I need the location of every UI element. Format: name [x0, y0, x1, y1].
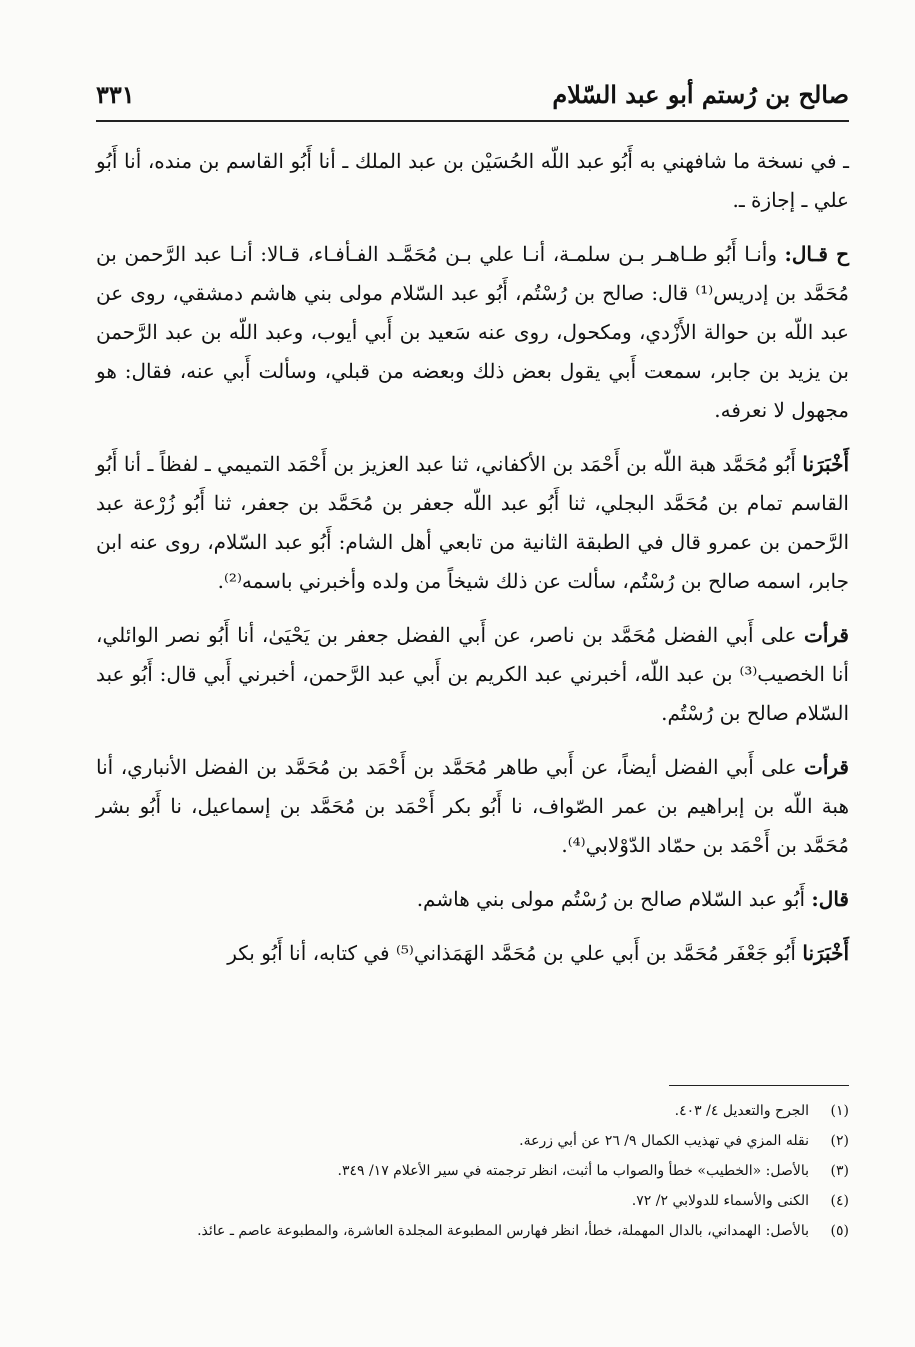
- paragraph: [96, 142, 849, 220]
- paragraph-lead: قال:: [811, 887, 849, 911]
- footnote-text: الجرح والتعديل ٤/ ٤٠٣.: [674, 1103, 809, 1119]
- paragraph: [96, 445, 849, 601]
- footnote-number: (١): [830, 1103, 849, 1119]
- footnote: [100, 1126, 849, 1156]
- footnote-number: (٥): [830, 1223, 849, 1239]
- running-header: [96, 76, 849, 122]
- footnote: [100, 1096, 849, 1126]
- paragraph-text: أَبُو مُحَمَّد هبة اللّه بن أَحْمَد بن الأكفاني، ثنا عبد العزيز بن أَحْمَد التميمي ـ لفظاً ـ أنا أَبُو القاسم تمام بن مُحَمَّد البجلي، ثنا أَبُو عبد اللّه جعفر بن مُحَمَّد بن جعفر، ثنا أَبُو زُرْعة عبد الرَّحمن بن عمرو قال في الطبقة الثانية من تابعي أهل الشام: أَبُو عبد السّلام، روى عنه ابن جابر، اسمه صالح بن رُسْتُم، سألت عن ذلك شيخاً من ولده وأخبرني باسمه⁽²⁾.: [96, 452, 849, 593]
- footnote-text: بالأصل: الهمداني، بالدال المهملة، خطأ، انظر فهارس المطبوعة المجلدة العاشرة، والمطبوعة عاصم ـ عائذ.: [197, 1223, 809, 1239]
- footnote-text: الكنى والأسماء للدولابي ٢/ ٧٢.: [631, 1193, 809, 1209]
- footnote-number: (٣): [830, 1163, 849, 1179]
- footnote-divider: [669, 1085, 849, 1086]
- paragraph: [96, 235, 849, 430]
- chapter-title: صالح بن رُستم أبو عبد السّلام: [552, 80, 849, 109]
- paragraph-lead: قرأت: [804, 623, 849, 647]
- footnotes: [100, 1096, 849, 1246]
- paragraph-text: أَبُو عبد السّلام صالح بن رُسْتُم مولى بني هاشم.: [416, 887, 812, 911]
- footnote-text: بالأصل: «الخطيب» خطأ والصواب ما أثبت، انظر ترجمته في سير الأعلام ١٧/ ٣٤٩.: [337, 1163, 809, 1179]
- footnote-text: نقله المزي في تهذيب الكمال ٩/ ٢٦ عن أبي زرعة.: [519, 1133, 809, 1149]
- paragraph-text: على أَبي الفضل أيضاً، عن أَبي طاهر مُحَمَّد بن أَحْمَد بن مُحَمَّد بن الفضل الأنباري، أنا هبة اللّه بن إبراهيم بن عمر الصّواف، نا أَبُو بكر أَحْمَد بن مُحَمَّد بن إسماعيل، نا أَبُو بشر مُحَمَّد بن أَحْمَد بن حمّاد الدّوْلابي⁽⁴⁾.: [96, 755, 849, 857]
- page-number: ٣٣١: [96, 80, 135, 109]
- paragraph: [96, 934, 849, 973]
- paragraph-text: أَبُو جَعْفَر مُحَمَّد بن أَبي علي بن مُحَمَّد الهَمَذاني⁽⁵⁾ في كتابه، أنا أَبُو بكر: [227, 941, 803, 965]
- paragraph: [96, 880, 849, 919]
- paragraph-text: على أَبي الفضل مُحَمَّد بن ناصر، عن أَبي الفضل جعفر بن يَحْيَىٰ، أنا أَبُو نصر الوائلي، أنا الخصيب⁽³⁾ بن عبد اللّه، أخبرني عبد الكريم بن أَبي عبد الرَّحمن، أخبرني أَبي قال: أَبُو عبد السّلام صالح بن رُسْتُم.: [96, 623, 849, 725]
- main-text: [96, 142, 849, 988]
- footnote: [100, 1156, 849, 1186]
- paragraph-text: ـ في نسخة ما شافهني به أَبُو عبد اللّه الحُسَيْن بن عبد الملك ـ أنا أَبُو القاسم بن منده، أنا أَبُو علي ـ إجازة ـ.: [96, 149, 849, 212]
- footnote-number: (٤): [830, 1193, 849, 1209]
- paragraph-lead: أَخْبَرَنا: [802, 941, 849, 965]
- paragraph-text: وأنـا أَبُو طـاهـر بـن سلمـة، أنـا علي بـن مُحَمَّـد الفـأفـاء، قـالا: أنـا عبد الرَّحمن بن مُحَمَّد بن إدريس⁽¹⁾ قال: صالح بن رُسْتُم، أَبُو عبد السّلام مولى بني هاشم دمشقي، روى عن عبد اللّه بن حوالة الأَزْدي، ومكحول، روى عنه سَعيد بن أَبي أيوب، وعبد اللّه بن عبد الرَّحمن بن يزيد بن جابر، سمعت أَبي يقول بعض ذلك وبعضه من قبلي، وسألت أَبي عنه، فقال: هو مجهول لا نعرفه.: [96, 242, 850, 422]
- paragraph-lead: قرأت: [804, 755, 849, 779]
- footnote-number: (٢): [830, 1133, 849, 1149]
- paragraph: [96, 748, 849, 865]
- paragraph: [96, 616, 849, 733]
- footnote: [100, 1186, 849, 1216]
- paragraph-lead: ح قـال:: [784, 242, 849, 266]
- footnote: [100, 1216, 849, 1246]
- paragraph-lead: أَخْبَرَنا: [802, 452, 849, 476]
